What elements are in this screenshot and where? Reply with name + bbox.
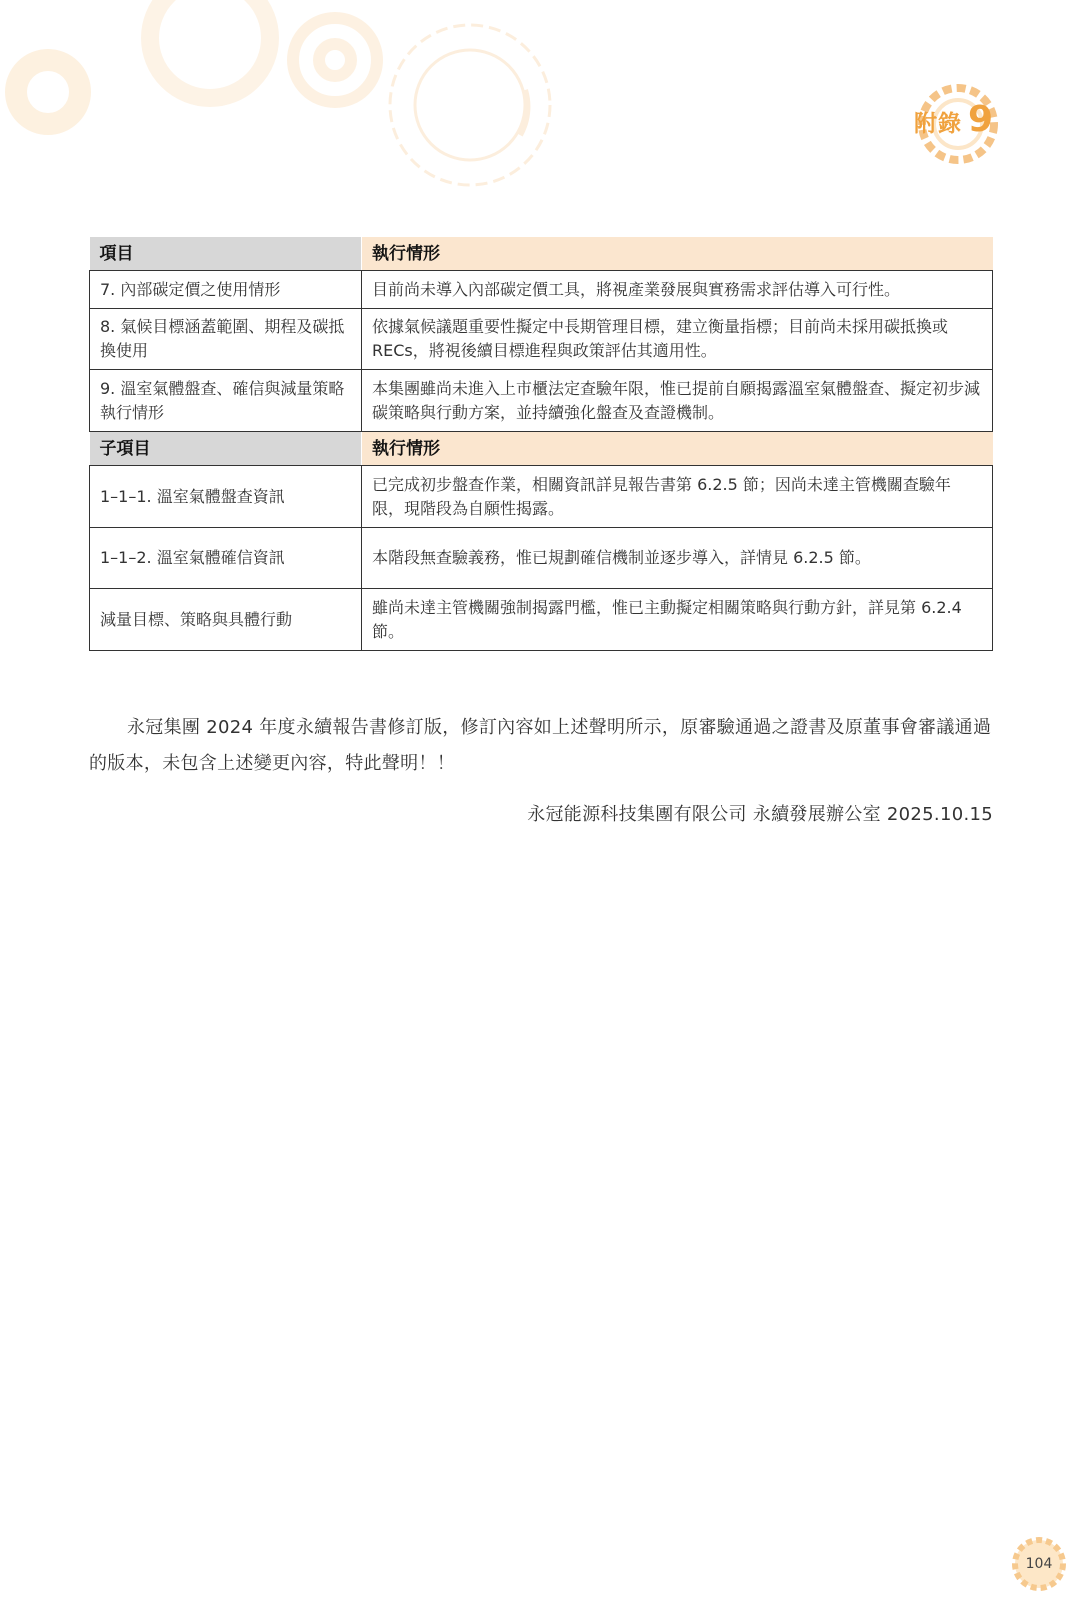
subrow-item: 減量目標、策略與具體行動 — [90, 589, 362, 651]
statement-paragraph: 永冠集團 2024 年度永續報告書修訂版，修訂內容如上述聲明所示，原審驗通過之證書及原董事會審議通過的版本，未包含上述變更內容，特此聲明！！ — [89, 717, 992, 774]
appendix-number: 9 — [967, 99, 993, 140]
table-row — [90, 528, 993, 589]
subrow-item: 1–1–2. 溫室氣體確信資訊 — [90, 528, 362, 589]
table-row — [90, 589, 993, 651]
header-item: 項目 — [90, 237, 362, 271]
row-status: 目前尚未導入內部碳定價工具，將視產業發展與實務需求評估導入可行性。 — [362, 271, 993, 309]
subheader-item: 子項目 — [90, 432, 362, 466]
gear-icon — [150, 0, 270, 98]
row-status: 依據氣候議題重要性擬定中長期管理目標，建立衡量指標；目前尚未採用碳抵換或 RECs，將視後續目標進程與政策評估其適用性。 — [362, 309, 993, 370]
appendix-label: 附錄 — [913, 111, 962, 137]
disclosure-table — [89, 237, 993, 651]
subrow-item: 1–1–1. 溫室氣體盤查資訊 — [90, 466, 362, 528]
signature-line: 永冠能源科技集團有限公司 永續發展辦公室 2025.10.15 — [527, 804, 993, 825]
row-item: 8. 氣候目標涵蓋範圍、期程及碳抵換使用 — [90, 309, 362, 370]
table-row — [90, 466, 993, 528]
row-status: 本集團雖尚未進入上市櫃法定查驗年限，惟已提前自願揭露溫室氣體盤查、擬定初步減碳策略與行動方案，並持續強化盤查及查證機制。 — [362, 370, 993, 432]
subrow-status: 已完成初步盤查作業，相關資訊詳見報告書第 6.2.5 節；因尚未達主管機關查驗年限，現階段為自願性揭露。 — [362, 466, 993, 528]
appendix-heading — [913, 99, 993, 140]
table-row — [90, 309, 993, 370]
gear-icon — [390, 25, 550, 185]
header-status: 執行情形 — [362, 237, 993, 271]
table-header-row — [90, 237, 993, 271]
row-item: 9. 溫室氣體盤查、確信與減量策略執行情形 — [90, 370, 362, 432]
row-item: 7. 內部碳定價之使用情形 — [90, 271, 362, 309]
subheader-status: 執行情形 — [362, 432, 993, 466]
table-row — [90, 370, 993, 432]
subrow-status: 本階段無查驗義務，惟已規劃確信機制並逐步導入，詳情見 6.2.5 節。 — [362, 528, 993, 589]
page-number-badge — [1009, 1534, 1069, 1594]
page-number: 104 — [1025, 1556, 1053, 1572]
table-row — [90, 271, 993, 309]
gear-icon — [293, 18, 377, 102]
gear-icon — [16, 60, 80, 124]
subrow-status: 雖尚未達主管機關強制揭露門檻，惟已主動擬定相關策略與行動方針，詳見第 6.2.4 節。 — [362, 589, 993, 651]
table-subheader-row — [90, 432, 993, 466]
